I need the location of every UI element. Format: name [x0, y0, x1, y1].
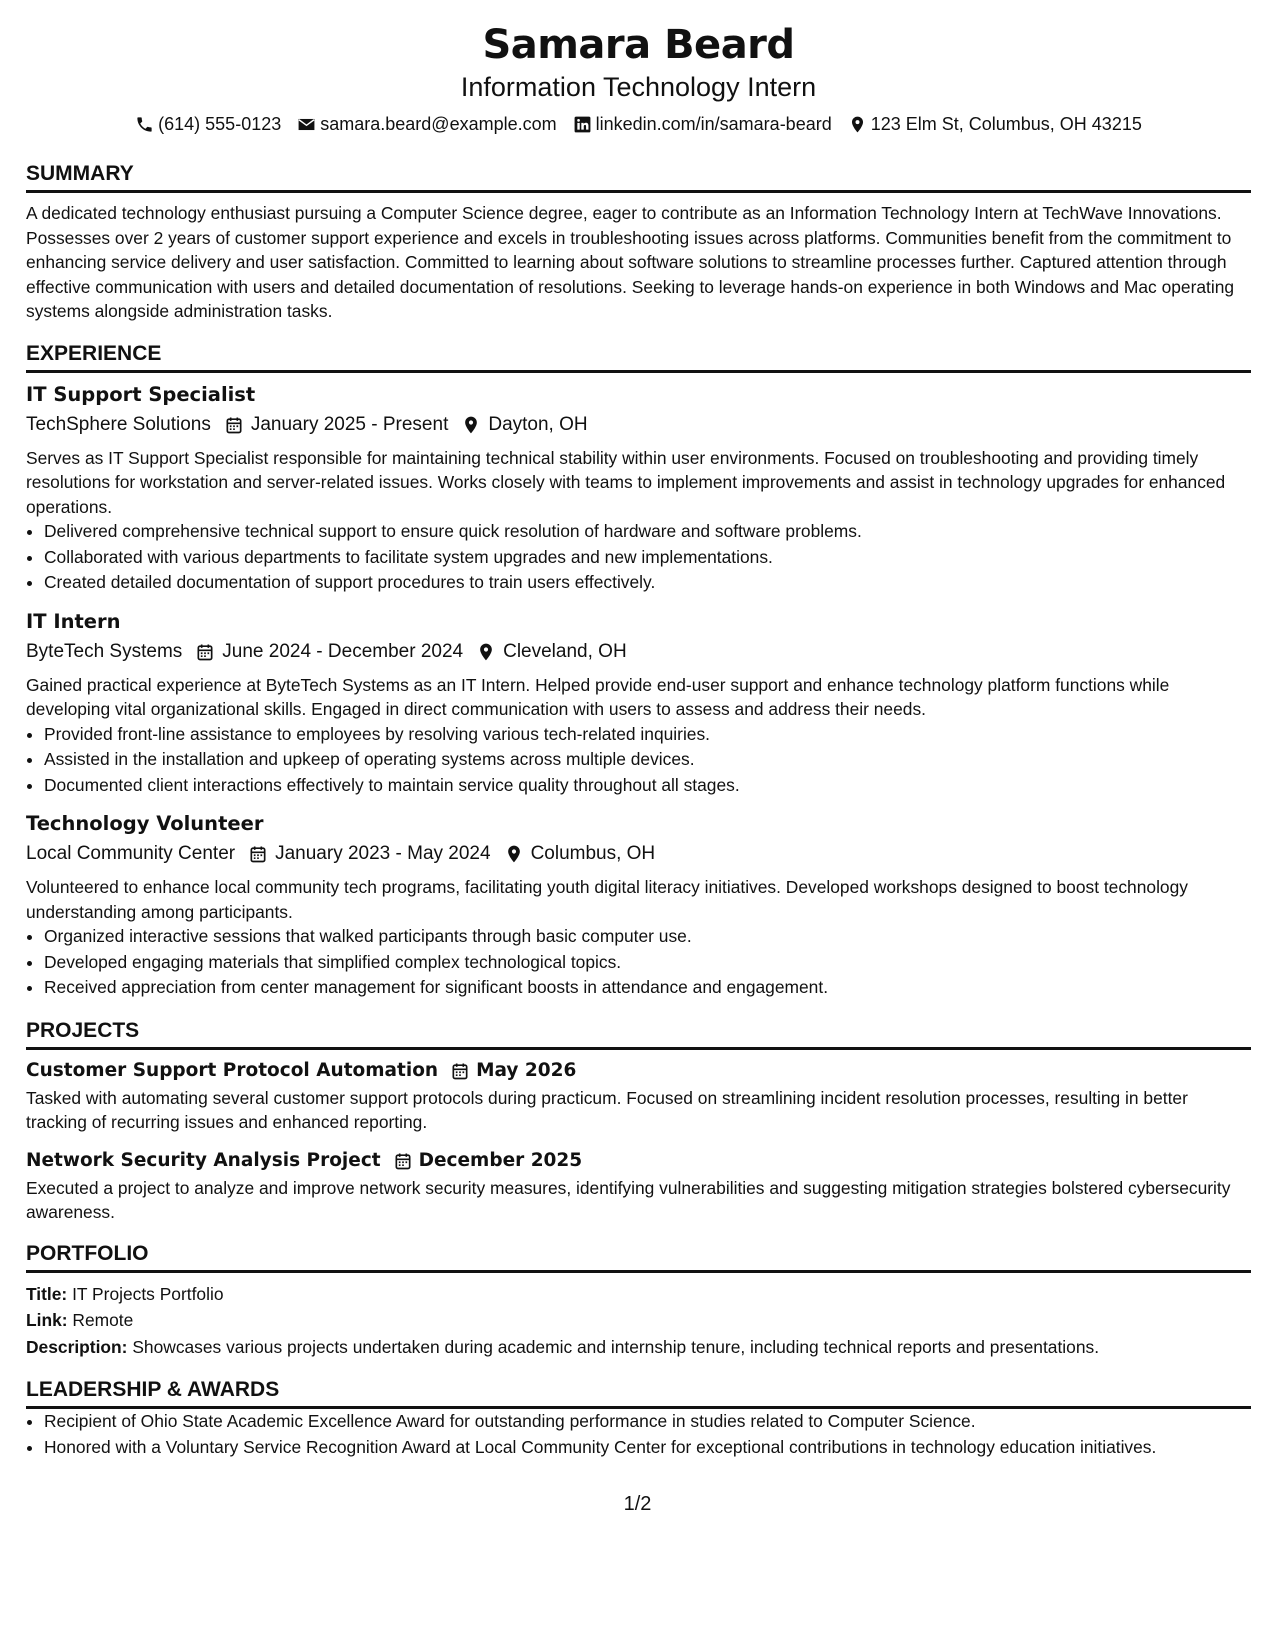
contact-address: [848, 112, 1142, 136]
company-name: Local Community Center: [26, 843, 236, 864]
list-item: • Delivered comprehensive technical support to ensure quick resolution of hardware and software problems.: [44, 519, 1251, 545]
job-description: Serves as IT Support Specialist responsible for maintaining technical stability within user environments. Focused on troubleshooting and providing timely resolutions for workstation and server-related issues. Works closely with teams to implement improvements and assist in technology upgrades for enhanced operations.: [26, 447, 1226, 517]
job-dates: June 2024 - December 2024: [222, 640, 464, 662]
job-title: IT Support Specialist: [26, 382, 256, 406]
job-dates: January 2023 - May 2024: [275, 843, 491, 864]
project-entry: [26, 1148, 1251, 1224]
portfolio-details: [26, 1281, 1251, 1361]
list-item: • Received appreciation from center management for significant boosts in attendance and engagement.: [44, 975, 1251, 1001]
job-dates: January 2025 - Present: [250, 413, 449, 435]
project-header: [26, 1058, 1251, 1084]
resume-header: [26, 20, 1251, 136]
list-item: • Documented client interactions effectively to maintain service quality throughout all stages.: [44, 773, 1251, 799]
project-description: Tasked with automating several customer support protocols during practicum. Focused on streamlining incident resolution processes, resulting in better tracking of recurring issues and enhanced reporting.: [26, 1087, 1188, 1132]
portfolio-link-value[interactable]: Remote: [72, 1310, 134, 1330]
project-date: May 2026: [476, 1059, 577, 1081]
map-marker-icon: [848, 115, 867, 134]
phone-text: (614) 555-0123: [158, 114, 282, 134]
project-date: December 2025: [418, 1149, 583, 1171]
job-meta: [26, 840, 1251, 868]
calendar-icon: [393, 1151, 413, 1171]
phone-icon: [135, 115, 154, 134]
portfolio-link-label: Link:: [26, 1310, 68, 1330]
linkedin-icon: [573, 115, 592, 134]
map-marker-icon: [461, 415, 481, 435]
map-marker-icon: [476, 642, 496, 662]
list-item: • Created detailed documentation of support procedures to train users effectively.: [44, 570, 1251, 596]
leadership-heading: LEADERSHIP & AWARDS: [26, 1376, 1251, 1409]
job-title: IT Intern: [26, 609, 121, 633]
map-marker-icon: [504, 844, 524, 864]
portfolio-link-row: [26, 1307, 1251, 1334]
leadership-list: [26, 1409, 1251, 1460]
job-location: Columbus, OH: [530, 843, 656, 864]
job-bullets: [26, 924, 1251, 1001]
resume-page: [26, 20, 1251, 1460]
project-header: [26, 1148, 1251, 1174]
contact-phone: [135, 112, 281, 136]
experience-entry: [26, 381, 1251, 596]
calendar-icon: [195, 642, 215, 662]
summary-text: A dedicated technology enthusiast pursuing a Computer Science degree, eager to contribute as an Information Technology Intern at TechWave Innovations. Possesses over 2 years of customer support experience and excels in troubleshooting issues across platforms. Communities benefit from the commitment to enhancing service delivery and user satisfaction. Committed to learning about software solutions to streamline processes further. Captured attention through effective communication with users and detailed documentation of resolutions. Seeking to leverage hands-on experience in both Windows and Mac operating systems alongside administration tasks.: [26, 203, 1235, 321]
job-description: Volunteered to enhance local community tech programs, facilitating youth digital literacy initiatives. Developed workshops designed to boost technology understanding among participants.: [26, 877, 1188, 922]
linkedin-link[interactable]: linkedin.com/in/samara-beard: [595, 114, 832, 134]
candidate-name: Samara Beard: [482, 22, 795, 68]
contact-email[interactable]: [297, 112, 556, 136]
portfolio-description-label: Description:: [26, 1336, 128, 1357]
list-item: • Collaborated with various departments to facilitate system upgrades and new implementations.: [44, 545, 1251, 571]
portfolio-title-row: [26, 1281, 1251, 1308]
experience-entry: [26, 608, 1251, 799]
page-number: 1/2: [623, 1493, 652, 1515]
portfolio-title-label: Title:: [26, 1283, 68, 1304]
job-meta: [26, 411, 1251, 439]
list-item: • Developed engaging materials that simplified complex technological topics.: [44, 950, 1251, 976]
project-entry: [26, 1058, 1251, 1134]
portfolio-description-value: Showcases various projects undertaken during academic and internship tenure, including technical reports and presentations.: [132, 1336, 1100, 1357]
email-link[interactable]: samara.beard@example.com: [320, 114, 557, 134]
job-bullets: [26, 519, 1251, 596]
list-item: • Provided front-line assistance to employees by resolving various tech-related inquiries.: [44, 722, 1251, 748]
summary-heading: SUMMARY: [26, 160, 1251, 193]
list-item: • Honored with a Voluntary Service Recognition Award at Local Community Center for exceptional contributions in technology education initiatives.: [44, 1435, 1251, 1461]
experience-heading: EXPERIENCE: [26, 340, 1251, 373]
list-item: • Assisted in the installation and upkeep of operating systems across multiple devices.: [44, 747, 1251, 773]
project-name: Customer Support Protocol Automation: [26, 1059, 439, 1081]
job-description: Gained practical experience at ByteTech Systems as an IT Intern. Helped provide end-user support and enhance technology platform functions while developing vital organizational skills. Engaged in direct communication with users to assess and address their needs.: [26, 674, 1170, 719]
contact-bar: [26, 112, 1251, 136]
projects-heading: PROJECTS: [26, 1017, 1251, 1050]
job-meta: [26, 638, 1251, 666]
job-location: Cleveland, OH: [503, 640, 627, 662]
job-location: Dayton, OH: [488, 413, 588, 435]
portfolio-description-row: [26, 1334, 1251, 1361]
job-title: Technology Volunteer: [26, 812, 264, 835]
job-bullets: [26, 722, 1251, 799]
contact-linkedin[interactable]: [573, 112, 832, 136]
project-name: Network Security Analysis Project: [26, 1149, 381, 1171]
envelope-icon: [297, 115, 316, 134]
address-text: 123 Elm St, Columbus, OH 43215: [870, 114, 1142, 134]
portfolio-heading: PORTFOLIO: [26, 1240, 1251, 1273]
list-item: • Recipient of Ohio State Academic Excellence Award for outstanding performance in studies related to Computer Science.: [44, 1409, 1251, 1435]
calendar-icon: [450, 1061, 470, 1081]
experience-entry: [26, 810, 1251, 1001]
company-name: TechSphere Solutions: [26, 413, 211, 435]
list-item: • Organized interactive sessions that walked participants through basic computer use.: [44, 924, 1251, 950]
calendar-icon: [224, 415, 244, 435]
candidate-role: Information Technology Intern: [460, 72, 817, 102]
portfolio-title-value: IT Projects Portfolio: [72, 1283, 224, 1304]
project-description: Executed a project to analyze and improve network security measures, identifying vulnerabilities and suggesting mitigation strategies bolstered cybersecurity awareness.: [26, 1177, 1231, 1222]
company-name: ByteTech Systems: [26, 640, 183, 662]
calendar-icon: [248, 844, 268, 864]
